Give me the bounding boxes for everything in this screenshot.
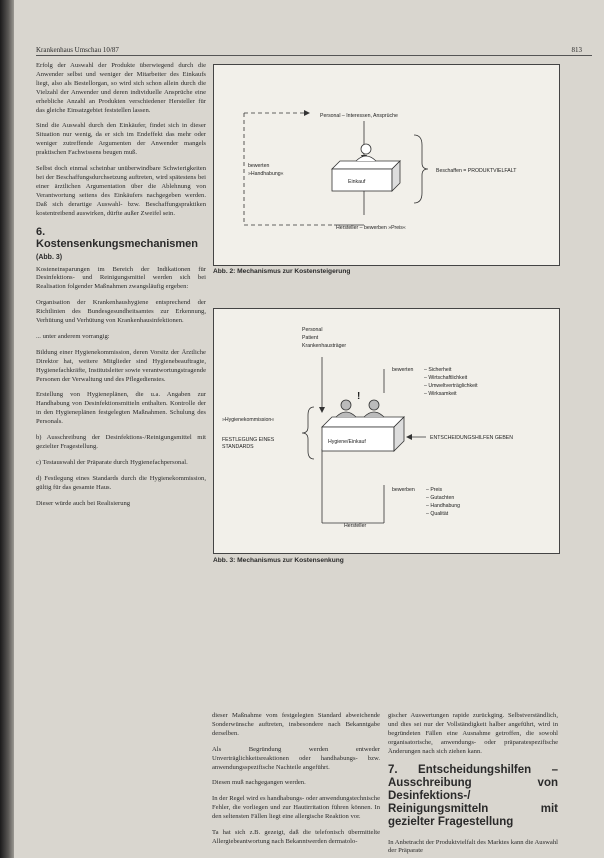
paragraph: Als Begründung werden entweder Unverträglichkeitsreaktionen oder handhabungs- bzw. anwendungsspezifische Nachteile angeführt. (212, 745, 380, 771)
figure-cost-increase (213, 64, 560, 266)
criterion-handhabung: – Handhabung (426, 503, 461, 509)
running-header: Krankenhaus Umschau 10/87 (36, 46, 119, 54)
page-number: 813 (571, 46, 582, 54)
label-bewerten: bewerten (248, 163, 270, 169)
list-item: c) Testauswahl der Präparate durch Hygienefachpersonal. (36, 458, 188, 466)
diagram-cost-increase (214, 65, 559, 265)
label-personal: Personal – Interessen, Ansprüche (320, 113, 398, 119)
paragraph: dieser Maßnahme vom festgelegten Standard abweichende Sonderwünsche auftreten, insbesondere nach Bekanntgabe derselben. (212, 712, 380, 737)
label-patient: Patient (302, 335, 319, 341)
list-item: d) Festlegung eines Standards durch die Hygienekommission, gültig für das gesamte Haus. (36, 474, 206, 491)
figure-caption-3: Abb. 3: Mechanismus zur Kostensenkung (213, 557, 344, 564)
criterion-qualitaet: – Qualität (426, 511, 449, 517)
paragraph: In der Regel wird es handhabungs- oder anwendungstechnische Fehler, die vorliegen und zur Hautirritation führen können. In den seltensten Fällen liegt eine allergische Reaktion vor. (212, 795, 380, 821)
label-bewerten: bewerten (392, 367, 414, 373)
label-hygienekommission: »Hygienekommission« (222, 417, 275, 423)
criterion-preis: – Preis (426, 487, 443, 493)
section-heading-7: 7. Entscheidungshilfen – Ausschreibung von Desinfektions-/ Reinigungsmitteln mit gezielter Fragestellung (388, 763, 558, 828)
header-rule (36, 55, 592, 56)
paragraph: Ta hat sich z.B. gezeigt, daß die telefonisch übermittelte Allergiebeantwortung nach Bekanntwerden dermatolo- (212, 829, 380, 845)
label-einkauf: Einkauf (348, 179, 366, 185)
paragraph: ... unter anderem vorrangig: (36, 332, 110, 340)
paragraph: Sind die Auswahl durch den Einkäufer, findet sich in dieser Situation nur wenig, da er sich im Endeffekt das mehr oder weniger zutreffende Argumenten der Anwender mangels praktischen Fachwissens beugen muß. (36, 122, 206, 157)
section-title: 6. Kostensenkungsmechanismen (36, 225, 198, 250)
paragraph: Organisation der Krankenhaushygiene entsprechend der Richtlinien des Bundesgesundheitsamtes zur Erkennung, Verhütung und Verhütung von Krankenhausinfektionen. (36, 299, 206, 325)
label-beschaffen: Beschaffen = PRODUKTVIELFALT (436, 168, 517, 174)
label-entscheidungshilfen: ENTSCHEIDUNGSHILFEN GEBEN (430, 435, 514, 441)
label-bewerben: bewerben (392, 487, 415, 493)
list-item: Bildung einer Hygienekommission, deren Vorsitz der Ärztliche Direktor hat, weitere Mitglieder sind Hygienebeauftragte, Hygienefachkräfte, Institutsleiter sowie verantwortungstragende Personen der Verwaltung und des Pflegedienstes. (36, 348, 206, 383)
paragraph: gischer Auswertungen rapide zurückging. Selbstverständlich, und dies sei nur der Vollständigkeit halber angeführt, wird in begründeten Fällen eine Ausnahme getroffen, die sowohl organisatorische, anwendungs- oder präparatespezifische Änderungen nach sich ziehen kann. (388, 712, 558, 755)
label-hygiene-einkauf: Hygiene/Einkauf (328, 439, 366, 445)
figure-caption-2: Abb. 2: Mechanismus zur Kostensteigerung (213, 268, 351, 275)
list-item: b) Ausschreibung der Desinfektions-/Reinigungsmittel mit gezielter Fragestellung. (36, 434, 206, 450)
paragraph: Dieser würde auch bei Realisierung (36, 499, 131, 507)
label-hersteller: Hersteller – bewerben »Preis« (336, 225, 406, 231)
text-column-right (388, 712, 558, 858)
label-personal: Personal (302, 327, 323, 333)
diagram-cost-reduction (214, 309, 559, 553)
paragraph: Diesen muß nachgegangen werden. (212, 779, 306, 787)
list-item: Erstellung von Hygieneplänen, die u.a. Angaben zur Handhabung von Desinfektionsmitteln enthalten. Kontrolle der in den Hygieneplänen festgelegten Maßnahmen. Schulung des Personals. (36, 391, 206, 426)
text-column-middle (212, 712, 380, 854)
label-handhabung: »Handhabung« (248, 171, 284, 177)
paragraph: Erfolg der Auswahl der Produkte überwiegend durch die Anwender selbst und weniger der Mitarbeiter des Einkaufs liegt, also als Bestellorgan, so wird sich schon allein durch die Vielzahl der Anwender und deren individuelle Ansprüche eine erhebliche Anzahl an Produkten verschiedener Hersteller für das gleiche Einsatzgebiet feststellen lassen. (36, 62, 206, 114)
paragraph: Selbst doch einmal scheinbar unüberwindbare Schwierigkeiten bei der Beschaffungsdurchsetzung auftreten, wird spätestens bei einer ärztlichen Argumentation über die Ablehnung von Verantwortung seitens des Einkäufers nachgegeben werden. Daß sich derartige Auswahl- bzw. Beschaffungspraktiken kostentreibend auswirken, dürfte außer Zweifel sein. (36, 165, 206, 217)
svg-text:!: ! (357, 391, 361, 402)
label-hersteller: Hersteller (344, 523, 367, 529)
figure-cost-reduction (213, 308, 560, 554)
label-standards: STANDARDS (222, 444, 254, 450)
criterion-gutachten: – Gutachten (426, 495, 455, 501)
criterion-wirtschaftlichkeit: – Wirtschaftlichkeit (424, 375, 468, 381)
text-column-left (36, 62, 206, 516)
label-krankenhaustraeger: Krankenhausträger (302, 343, 347, 349)
criterion-sicherheit: – Sicherheit (424, 367, 452, 373)
criterion-umweltvertraeglichkeit: – Umweltverträglichkeit (424, 383, 478, 389)
criterion-wirksamkeit: – Wirksamkeit (424, 391, 457, 397)
label-festlegung: FESTLEGUNG EINES (222, 437, 275, 443)
figure-reference: (Abb. 3) (36, 253, 63, 261)
paragraph: Kosteneinsparungen im Bereich der Indikationen für Desinfektions- und Reinigungsmittel werden sich bei Realisation folgender Maßnahmen zwangsläufig ergeben: (36, 265, 206, 291)
section-heading-6 (36, 226, 206, 264)
paragraph: In Anbetracht der Produktvielfalt des Marktes kann die Auswahl der Präparate (388, 838, 558, 855)
